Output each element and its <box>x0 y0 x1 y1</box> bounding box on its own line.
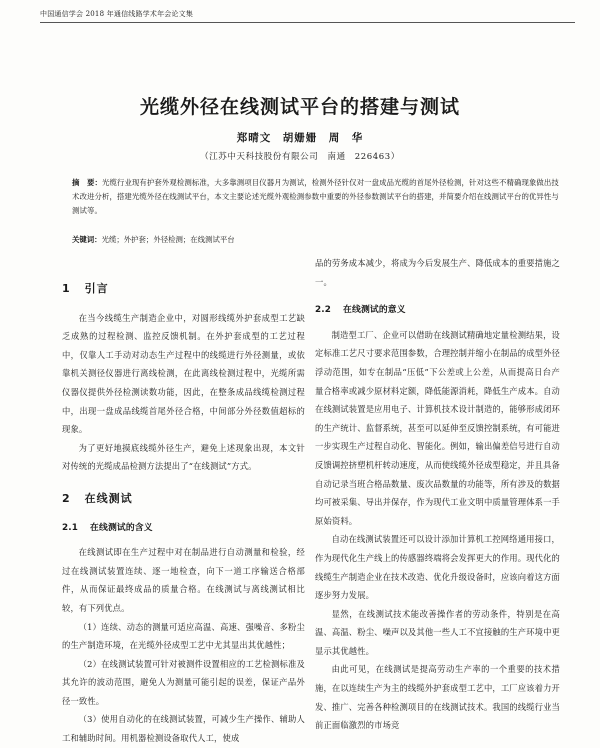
section-2-number: 2 <box>62 491 71 505</box>
significance-paragraph-4: 由此可见，在线测试是提高劳动生产率的一个重要的技术措施，在以连续生产为主的线缆外护套成型工艺中，工厂应该着力开发、推广、完善各种检测项目的在线测试技术。我国的线缆行业当前正面临激烈的市场竞 <box>315 664 560 731</box>
authors: 郑晴文 胡姗姗 周 华 <box>236 132 364 144</box>
advantage-item-1: （1）连续、动态的测量可适应高温、高速、强噪音、多粉尘的生产制造环境，在光缆外径成型工艺中尤其显出其优越性； <box>62 621 305 651</box>
keywords-label: 关键词： <box>72 235 102 244</box>
abstract-label: 摘 要： <box>72 178 102 187</box>
intro-paragraph-1: 在当今线缆生产制造企业中，对圆形线缆外护套成型工艺缺乏成熟的过程检测、监控反馈机制。在外护套成型的工艺过程中，仅靠人工手动对动态生产过程中的线缆进行外径测量，或依靠机关测径仪器进行离线检测，在此离线检测过程中，光缆所需仪器仪提供外径检测读数功能，因此，在整条成品线缆检测过程中，出现一盘成品线缆首尾外径合格，中间部分外径数值超标的现象。 <box>62 312 305 435</box>
significance-paragraph-3: 显然，在线测试技术能改善操作者的劳动条件，特别是在高温、高温、粉尘、噪声以及其他一些人工不宜接触的生产环境中更显示其优越性。 <box>315 608 560 656</box>
section-1-title: 引言 <box>84 282 109 295</box>
section-1-number: 1 <box>62 282 71 295</box>
abstract-text: 光缆行业现有护套外观检测标准，大多靠测项目仪器月为测试，检测外径针仅对一盘成品光缆的首尾外径检测，针对这些不精确现象做出技术改进分析，搭建光缆外径在线测试平台，本文主要论述光缆外观检测参数中重要的外径参数测试平台的搭建，并简要介绍在线测试平台的优异性与测试等。 <box>72 178 559 215</box>
section-2-2-title: 在线测试的意义 <box>343 305 406 316</box>
significance-paragraph-1: 制造型工厂、企业可以借助在线测试精确地定量检测结果，设定标准工艺尺寸要求范围参数，合理控制并缩小在制品的成型外径浮动范围，如专在制品“压低”下公差或上公差，从而提高日台产量合格率或减少原材料定额，降低能源消耗，降低生产成本。自动在线测试装置是应用电子、计算机技术设计制造的，能够形成闭环的生产统计、监督系统，甚至可以延伸至反馈控制系统，有可能进一步实现生产过程自动化、智能化。例如，输出偏差信号进行自动反馈调控挤塑机杆转动速度，从而使线缆外径成型稳定，并且具备自动记录当班合格品数量、废次品数量的功能等，所有涉及的数据均可被采集、导出并保存，作为现代工业文明中质量管理体系一手原始资料。 <box>315 329 560 526</box>
definition-paragraph: 在线测试即在生产过程中对在制品进行自动测量和检验，经过在线测试装置连续、逐一地检查，向下一道工序输送合格部件，从而保证最终成品的质量合格。在线测试与离线测试相比较，有下列优点。 <box>62 547 305 613</box>
keywords-text: 光缆；外护套；外径检测；在线测试平台 <box>101 235 235 244</box>
section-2-heading <box>62 490 305 509</box>
section-2-1-number: 2.1 <box>62 522 79 533</box>
intro-paragraph-2: 为了更好地摸底线缆外径生产，避免上述现象出现，本文针对传统的光缆成品检测方法提出了“在线测试”方式。 <box>62 442 305 472</box>
section-2-title: 在线测试 <box>84 491 133 505</box>
section-2-2-heading <box>315 301 560 320</box>
keywords <box>72 234 564 246</box>
affiliation: （江苏中天科技股份有限公司 南通 226463） <box>200 152 400 162</box>
advantage-item-3: （3）使用自动化的在线测试装置，可减少生产操作、辅助人工和辅助时间。用机器检测设备取代人工，使成 <box>62 714 305 744</box>
paper-title: 光缆外径在线测试平台的搭建与测试 <box>139 96 460 118</box>
advantage-item-2: （2）在线测试装置可针对被测件设置相应的工艺检测标准及其允许的波动范围，避免人为测量可能引起的误差，保证产品外径一致性。 <box>62 658 305 706</box>
running-header: 中国通信学会 2018 年通信线路学术年会论文集 <box>40 9 575 23</box>
section-1-heading <box>62 280 305 299</box>
right-column <box>315 254 560 735</box>
significance-paragraph-2: 自动在线测试装置还可以设计添加计算机工控网络通用接口，作为现代化生产线上的传感器终端将会发挥更大的作用。现代化的线缆生产制造企业在技术改造、优化升级设备时，应该向着这方面逐步努力发展。 <box>315 534 560 601</box>
section-2-1-title: 在线测试的含义 <box>90 522 153 533</box>
left-column <box>62 270 305 748</box>
section-2-1-heading <box>62 519 305 538</box>
section-2-2-number: 2.2 <box>315 305 332 316</box>
abstract <box>72 176 564 218</box>
continued-paragraph: 品的劳务成本减少，将成为今后发展生产、降低成本的重要措施之一。 <box>315 258 560 287</box>
